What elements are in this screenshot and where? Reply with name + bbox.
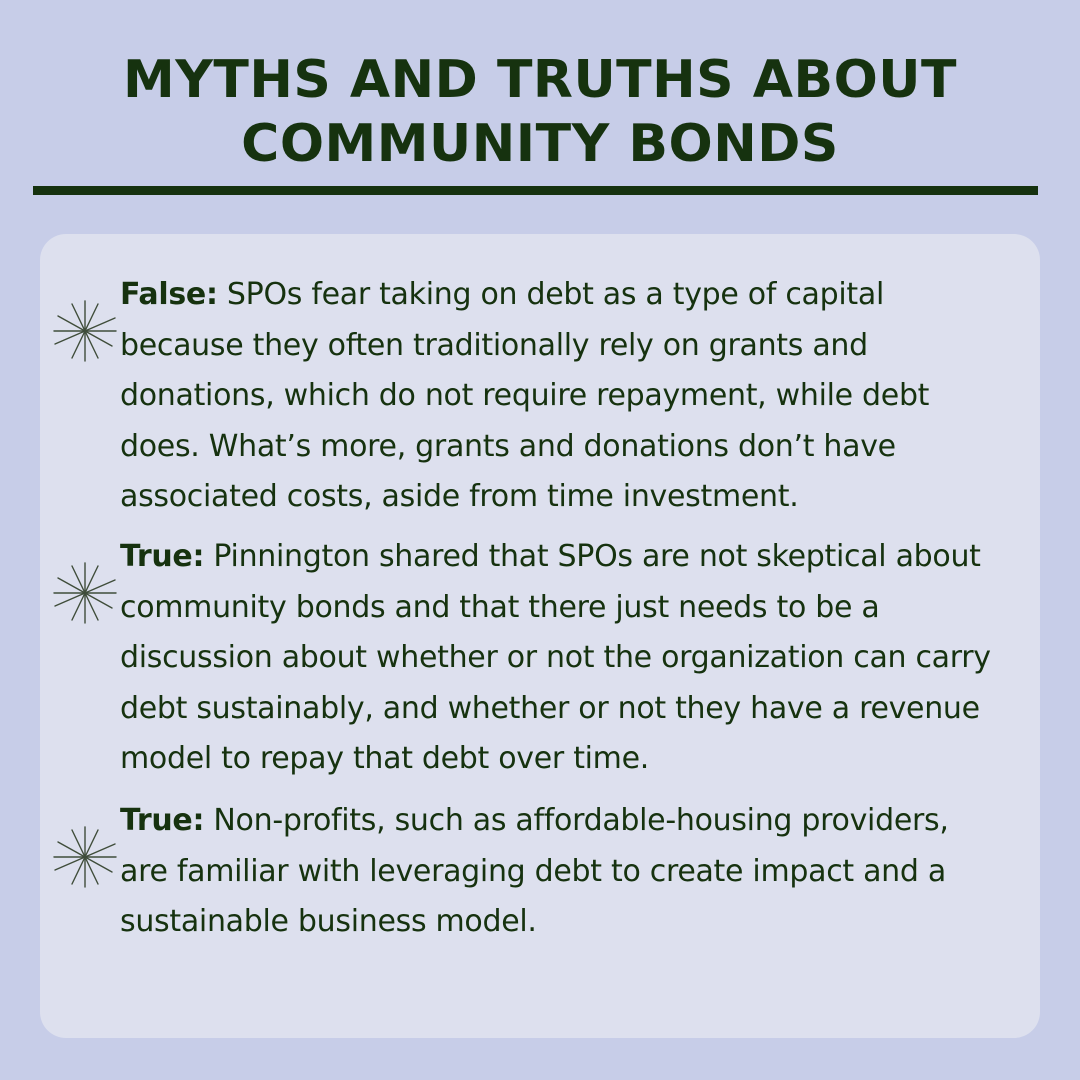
- status-label: False:: [120, 277, 218, 312]
- item-body: Non-profits, such as affordable-housing providers, are familiar with leveraging debt to create impact and a sustainable business model.: [120, 803, 949, 939]
- sparkle-icon: [50, 296, 120, 366]
- item-body: Pinnington shared that SPOs are not skeptical about community bonds and that there just needs to be a discussion about whether or not the organization can carry debt sustainably, and whether or not they have a revenue model to repay that debt over time.: [120, 539, 991, 776]
- status-label: True:: [120, 803, 205, 838]
- list-item-text: [120, 270, 1000, 523]
- status-label: True:: [120, 539, 205, 574]
- sparkle-icon: [50, 558, 120, 628]
- list-item-text: [120, 532, 1000, 785]
- title-divider: [33, 186, 1038, 195]
- title-line-2: COMMUNITY BONDS: [241, 114, 839, 174]
- sparkle-icon: [50, 822, 120, 892]
- item-body: SPOs fear taking on debt as a type of capital because they often traditionally rely on grants and donations, which do not require repayment, while debt does. What’s more, grants and donations don’t have associated costs, aside from time investment.: [120, 277, 930, 514]
- content-card: [40, 234, 1040, 1038]
- title-line-1: MYTHS AND TRUTHS ABOUT: [122, 50, 958, 110]
- list-item-text: [120, 796, 1000, 948]
- page-title: [0, 48, 1080, 176]
